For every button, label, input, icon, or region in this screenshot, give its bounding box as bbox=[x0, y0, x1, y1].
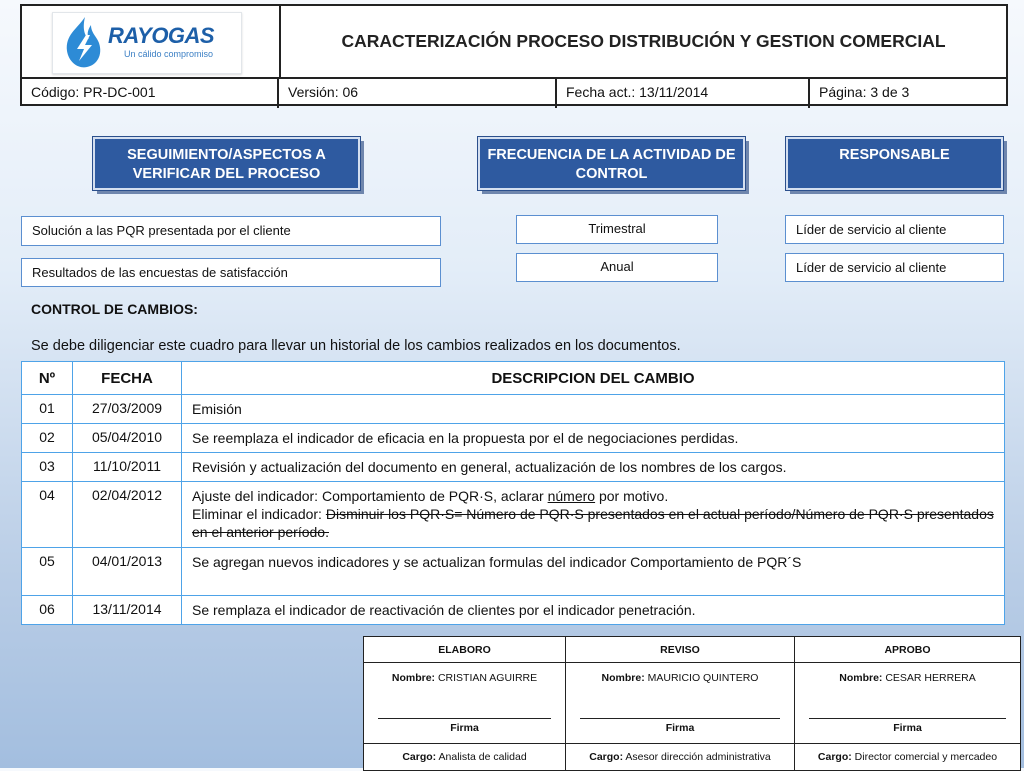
row-num: 05 bbox=[22, 548, 73, 596]
name-label: Nombre: bbox=[391, 672, 436, 684]
elaboro-header: ELABORO bbox=[364, 637, 566, 663]
signature-header-row bbox=[364, 637, 1021, 663]
responsible-item-1: Líder de servicio al cliente bbox=[785, 215, 1004, 244]
document-meta-row bbox=[22, 77, 1006, 108]
aspects-column-header: SEGUIMIENTO/ASPECTOS A VERIFICAR DEL PROCESO bbox=[93, 137, 360, 190]
reviso-name-cell bbox=[566, 663, 795, 744]
row-num: 06 bbox=[22, 596, 73, 625]
responsible-item-2: Líder de servicio al cliente bbox=[785, 253, 1004, 282]
document-page: Página: 3 de 3 bbox=[819, 84, 910, 100]
row-num: 04 bbox=[22, 482, 73, 548]
aprobo-name: CESAR HERRERA bbox=[882, 672, 976, 684]
table-row bbox=[22, 395, 1005, 424]
frequency-item-2: Anual bbox=[516, 253, 718, 282]
row-num: 03 bbox=[22, 453, 73, 482]
description-text: Ajuste del indicador: Comportamiento de PQR·S, aclarar bbox=[192, 488, 548, 504]
responsible-column-header: RESPONSABLE bbox=[786, 137, 1003, 190]
underlined-word: número bbox=[547, 488, 596, 504]
row-description: Emisión bbox=[182, 395, 1005, 424]
change-control-heading: CONTROL DE CAMBIOS: bbox=[31, 301, 198, 317]
logo-brand-text: RAYOGAS bbox=[108, 23, 215, 48]
firma-label: Firma bbox=[665, 722, 695, 734]
elaboro-cargo: Analista de calidad bbox=[436, 751, 527, 763]
firma-label: Firma bbox=[450, 722, 479, 734]
table-row bbox=[22, 424, 1005, 453]
table-row bbox=[22, 548, 1005, 596]
row-description: Revisión y actualización del documento en general, actualización de los nombres de los cargos. bbox=[182, 453, 1005, 482]
reviso-header: REVISO bbox=[566, 637, 795, 663]
reviso-cargo-cell bbox=[566, 744, 795, 771]
logo-cell bbox=[22, 6, 281, 77]
reviso-name: MAURICIO QUINTERO bbox=[647, 672, 759, 684]
row-description: Se remplaza el indicador de reactivación de clientes por el indicador penetración. bbox=[182, 596, 1005, 625]
firma-label: Firma bbox=[893, 722, 922, 734]
document-version: Versión: 06 bbox=[279, 79, 557, 108]
row-date: 04/01/2013 bbox=[73, 548, 182, 596]
frequency-item-1: Trimestral bbox=[516, 215, 718, 244]
signature-name-row bbox=[364, 663, 1021, 744]
table-header-row bbox=[22, 362, 1005, 395]
table-row bbox=[22, 453, 1005, 482]
description-column-header: DESCRIPCION DEL CAMBIO bbox=[182, 362, 1005, 395]
row-date: 02/04/2012 bbox=[73, 482, 182, 548]
table-row bbox=[22, 596, 1005, 625]
description-text: Eliminar el indicador: bbox=[192, 506, 326, 522]
document-header bbox=[20, 4, 1008, 106]
signature-line bbox=[378, 718, 551, 719]
signature-table bbox=[363, 636, 1021, 771]
aprobo-cargo-cell bbox=[795, 744, 1021, 771]
company-logo bbox=[52, 12, 242, 74]
change-control-instruction: Se debe diligenciar este cuadro para llevar un historial de los cambios realizados en los documentos. bbox=[31, 338, 681, 354]
aprobo-header: APROBO bbox=[795, 637, 1021, 663]
row-date: 13/11/2014 bbox=[73, 596, 182, 625]
row-description: Se agregan nuevos indicadores y se actualizan formulas del indicador Comportamiento de PQR´S bbox=[182, 548, 1005, 596]
elaboro-cargo-cell bbox=[364, 744, 566, 771]
aprobo-name-cell bbox=[795, 663, 1021, 744]
signature-cargo-row bbox=[364, 744, 1021, 771]
cargo-label: Cargo: bbox=[817, 751, 852, 763]
num-column-header: Nº bbox=[22, 362, 73, 395]
table-row bbox=[22, 482, 1005, 548]
row-description: Se reemplaza el indicador de eficacia en la propuesta por el de negociaciones perdidas. bbox=[182, 424, 1005, 453]
document-code: Código: PR-DC-001 bbox=[22, 79, 279, 108]
name-label: Nombre: bbox=[601, 672, 645, 684]
description-text: por motivo. bbox=[595, 488, 669, 504]
aprobo-cargo: Director comercial y mercadeo bbox=[851, 751, 998, 763]
logo-slogan: Un cálido compromiso bbox=[124, 49, 214, 59]
frequency-column-header: FRECUENCIA DE LA ACTIVIDAD DE CONTROL bbox=[478, 137, 745, 190]
change-history-table bbox=[21, 361, 1005, 625]
document-title: CARACTERIZACIÓN PROCESO DISTRIBUCIÓN Y GESTION COMERCIAL bbox=[341, 31, 946, 51]
flame-icon bbox=[57, 15, 107, 71]
date-column-header: FECHA bbox=[73, 362, 182, 395]
elaboro-name: CRISTIAN AGUIRRE bbox=[435, 672, 538, 684]
row-date: 27/03/2009 bbox=[73, 395, 182, 424]
aspect-item-1: Solución a las PQR presentada por el cliente bbox=[21, 216, 441, 246]
aspect-item-2: Resultados de las encuestas de satisfacción bbox=[21, 258, 441, 287]
document-date: Fecha act.: 13/11/2014 bbox=[557, 79, 810, 108]
name-label: Nombre: bbox=[839, 672, 883, 684]
signature-line bbox=[809, 718, 1006, 719]
row-date: 05/04/2010 bbox=[73, 424, 182, 453]
reviso-cargo: Asesor dirección administrativa bbox=[623, 751, 771, 763]
cargo-label: Cargo: bbox=[589, 751, 624, 763]
struck-indicator-text: Disminuir los PQR·S= Número de PQR·S presentados en el actual período/Número de PQR·S presentados en el anterior período. bbox=[192, 506, 994, 540]
row-num: 02 bbox=[22, 424, 73, 453]
row-description bbox=[182, 482, 1005, 548]
row-date: 11/10/2011 bbox=[73, 453, 182, 482]
row-num: 01 bbox=[22, 395, 73, 424]
cargo-label: Cargo: bbox=[402, 751, 437, 763]
elaboro-name-cell bbox=[364, 663, 566, 744]
signature-line bbox=[580, 718, 780, 719]
